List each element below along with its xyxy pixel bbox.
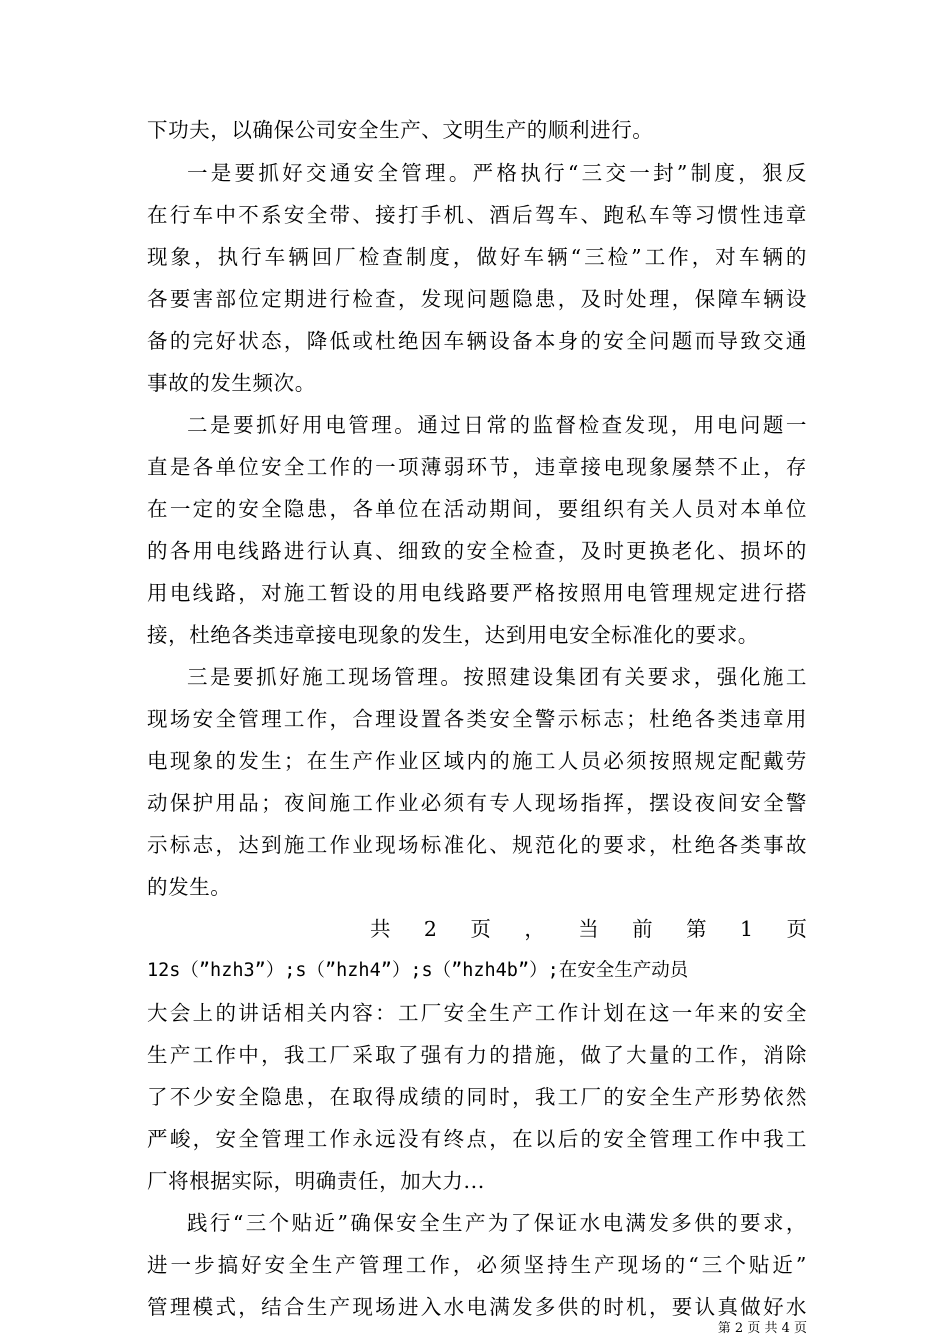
code-line: 12s（”hzh3”）;s（”hzh4”）;s（”hzh4b”）;在安全生产动员 bbox=[147, 960, 689, 981]
paragraph-electric-line: 用电线路，对施工暂设的用电线路要严格按照用电管理规定进行搭 bbox=[147, 581, 807, 605]
summary-line: 严峻，安全管理工作永远没有终点，在以后的安全管理工作中我工 bbox=[147, 1127, 807, 1151]
closing-line: 进一步搞好安全生产管理工作，必须坚持生产现场的“三个贴近” bbox=[147, 1253, 807, 1277]
closing-line: 践行“三个贴近”确保安全生产为了保证水电满发多供的要求， bbox=[187, 1211, 807, 1235]
page-footer: 第 2 页 共 4 页 bbox=[717, 1321, 807, 1336]
paragraph-electric-line: 在一定的安全隐患，各单位在活动期间，要组织有关人员对本单位 bbox=[147, 497, 807, 521]
paragraph-electric-line: 接，杜绝各类违章接电现象的发生，达到用电安全标准化的要求。 bbox=[147, 623, 759, 647]
paragraph-site-line: 三是要抓好施工现场管理。按照建设集团有关要求，强化施工 bbox=[187, 665, 807, 689]
summary-line: 了不少安全隐患，在取得成绩的同时，我工厂的安全生产形势依然 bbox=[147, 1085, 807, 1109]
paragraph-traffic-line: 各要害部位定期进行检查，发现问题隐患，及时处理，保障车辆设 bbox=[147, 287, 807, 311]
summary-line: 大会上的讲话相关内容：工厂安全生产工作计划在这一年来的安全 bbox=[147, 1001, 807, 1025]
paragraph-traffic-line: 事故的发生频次。 bbox=[147, 371, 316, 395]
page-indicator bbox=[370, 911, 807, 947]
paragraph-electric-line: 直是各单位安全工作的一项薄弱环节，违章接电现象屡禁不止，存 bbox=[147, 455, 807, 479]
page-indicator-token: 前 bbox=[632, 917, 653, 941]
paragraph-traffic-line: 备的完好状态，降低或杜绝因车辆设备本身的安全问题而导致交通 bbox=[147, 329, 807, 353]
paragraph-traffic-line: 在行车中不系安全带、接打手机、酒后驾车、跑私车等习惯性违章 bbox=[147, 203, 807, 227]
paragraph-site-line: 电现象的发生；在生产作业区域内的施工人员必须按照规定配戴劳 bbox=[147, 749, 807, 773]
paragraph-site-line: 的发生。 bbox=[147, 875, 232, 899]
paragraph-traffic-line: 一是要抓好交通安全管理。严格执行“三交一封”制度，狠反 bbox=[187, 161, 807, 185]
paragraph-electric-line: 的各用电线路进行认真、细致的安全检查，及时更换老化、损坏的 bbox=[147, 539, 807, 563]
page-indicator-token: 页 bbox=[470, 917, 491, 941]
paragraph-site-line: 示标志，达到施工作业现场标准化、规范化的要求，杜绝各类事故 bbox=[147, 833, 807, 857]
paragraph-traffic-line: 现象，执行车辆回厂检查制度，做好车辆“三检”工作，对车辆的 bbox=[147, 245, 807, 269]
page-indicator-token: 共 bbox=[370, 917, 391, 941]
summary-line: 生产工作中，我工厂采取了强有力的措施，做了大量的工作，消除 bbox=[147, 1043, 807, 1067]
page-indicator-token: 2 bbox=[423, 917, 437, 941]
page-indicator-token: ， bbox=[524, 917, 545, 941]
closing-line: 管理模式，结合生产现场进入水电满发多供的时机，要认真做好水 bbox=[147, 1295, 807, 1319]
paragraph-site-line: 现场安全管理工作，合理设置各类安全警示标志；杜绝各类违章用 bbox=[147, 707, 807, 731]
text-line: 下功夫，以确保公司安全生产、文明生产的顺利进行。 bbox=[147, 118, 654, 142]
page-indicator-token: 1 bbox=[740, 917, 754, 941]
page-indicator-token: 页 bbox=[786, 917, 807, 941]
paragraph-electric-line: 二是要抓好用电管理。通过日常的监督检查发现，用电问题一 bbox=[187, 413, 807, 437]
paragraph-site-line: 动保护用品；夜间施工作业必须有专人现场指挥，摆设夜间安全警 bbox=[147, 791, 807, 815]
page-indicator-token: 当 bbox=[578, 917, 599, 941]
summary-line: 厂将根据实际，明确责任，加大力... bbox=[147, 1169, 485, 1193]
page-indicator-token: 第 bbox=[686, 917, 707, 941]
